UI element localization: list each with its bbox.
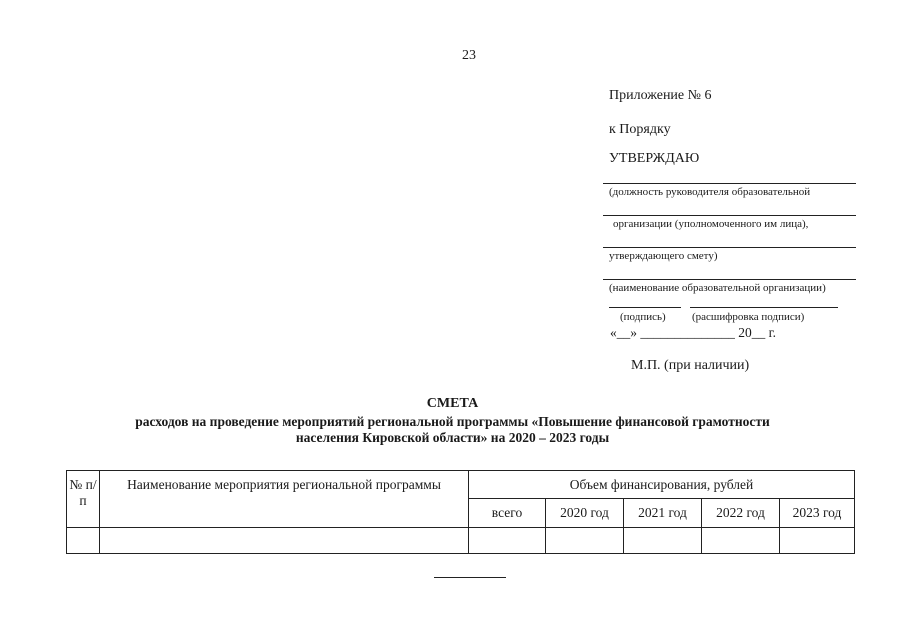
position-caption: (должность руководителя образовательной [609, 186, 811, 198]
date-line: «__» ______________ 20__ г. [610, 325, 777, 340]
document-subtitle-line1: расходов на проведение мероприятий региональной программы «Повышение финансовой грамотности [135, 414, 770, 429]
budget-table [66, 470, 855, 554]
signature-line [609, 307, 681, 308]
document-title: СМЕТА [426, 396, 479, 411]
decoding-caption: (расшифровка подписи) [692, 311, 805, 323]
seal-label: М.П. (при наличии) [631, 358, 750, 373]
document-subtitle-line2: населения Кировской области» на 2020 – 2023 годы [295, 430, 610, 445]
approve-label: УТВЕРЖДАЮ [609, 151, 700, 166]
page-number: 23 [462, 48, 476, 63]
position-line [603, 183, 856, 184]
cell-name [100, 528, 469, 554]
org-name-line [603, 279, 856, 280]
table-row [67, 528, 855, 554]
subheader-2023: 2023 год [780, 499, 855, 528]
approving-caption: утверждающего смету) [609, 250, 718, 262]
subheader-2022: 2022 год [702, 499, 780, 528]
cell-2023 [780, 528, 855, 554]
header-name: Наименование мероприятия региональной программы [100, 471, 469, 528]
organization-caption: организации (уполномоченного им лица), [613, 218, 809, 230]
subheader-2021: 2021 год [624, 499, 702, 528]
cell-number [67, 528, 100, 554]
subheader-2020: 2020 год [546, 499, 624, 528]
footnote-line [434, 577, 506, 578]
org-name-caption: (наименование образовательной организации) [609, 282, 826, 294]
header-number: № п/п [67, 471, 100, 528]
decoding-line [690, 307, 838, 308]
cell-2020 [546, 528, 624, 554]
organization-line [603, 215, 856, 216]
appendix-to-order: к Порядку [609, 122, 671, 137]
header-funding: Объем финансирования, рублей [469, 471, 855, 499]
signature-caption: (подпись) [620, 311, 666, 323]
subheader-total: всего [469, 499, 546, 528]
approving-line [603, 247, 856, 248]
appendix-title: Приложение № 6 [609, 88, 712, 103]
cell-2022 [702, 528, 780, 554]
cell-2021 [624, 528, 702, 554]
cell-total [469, 528, 546, 554]
